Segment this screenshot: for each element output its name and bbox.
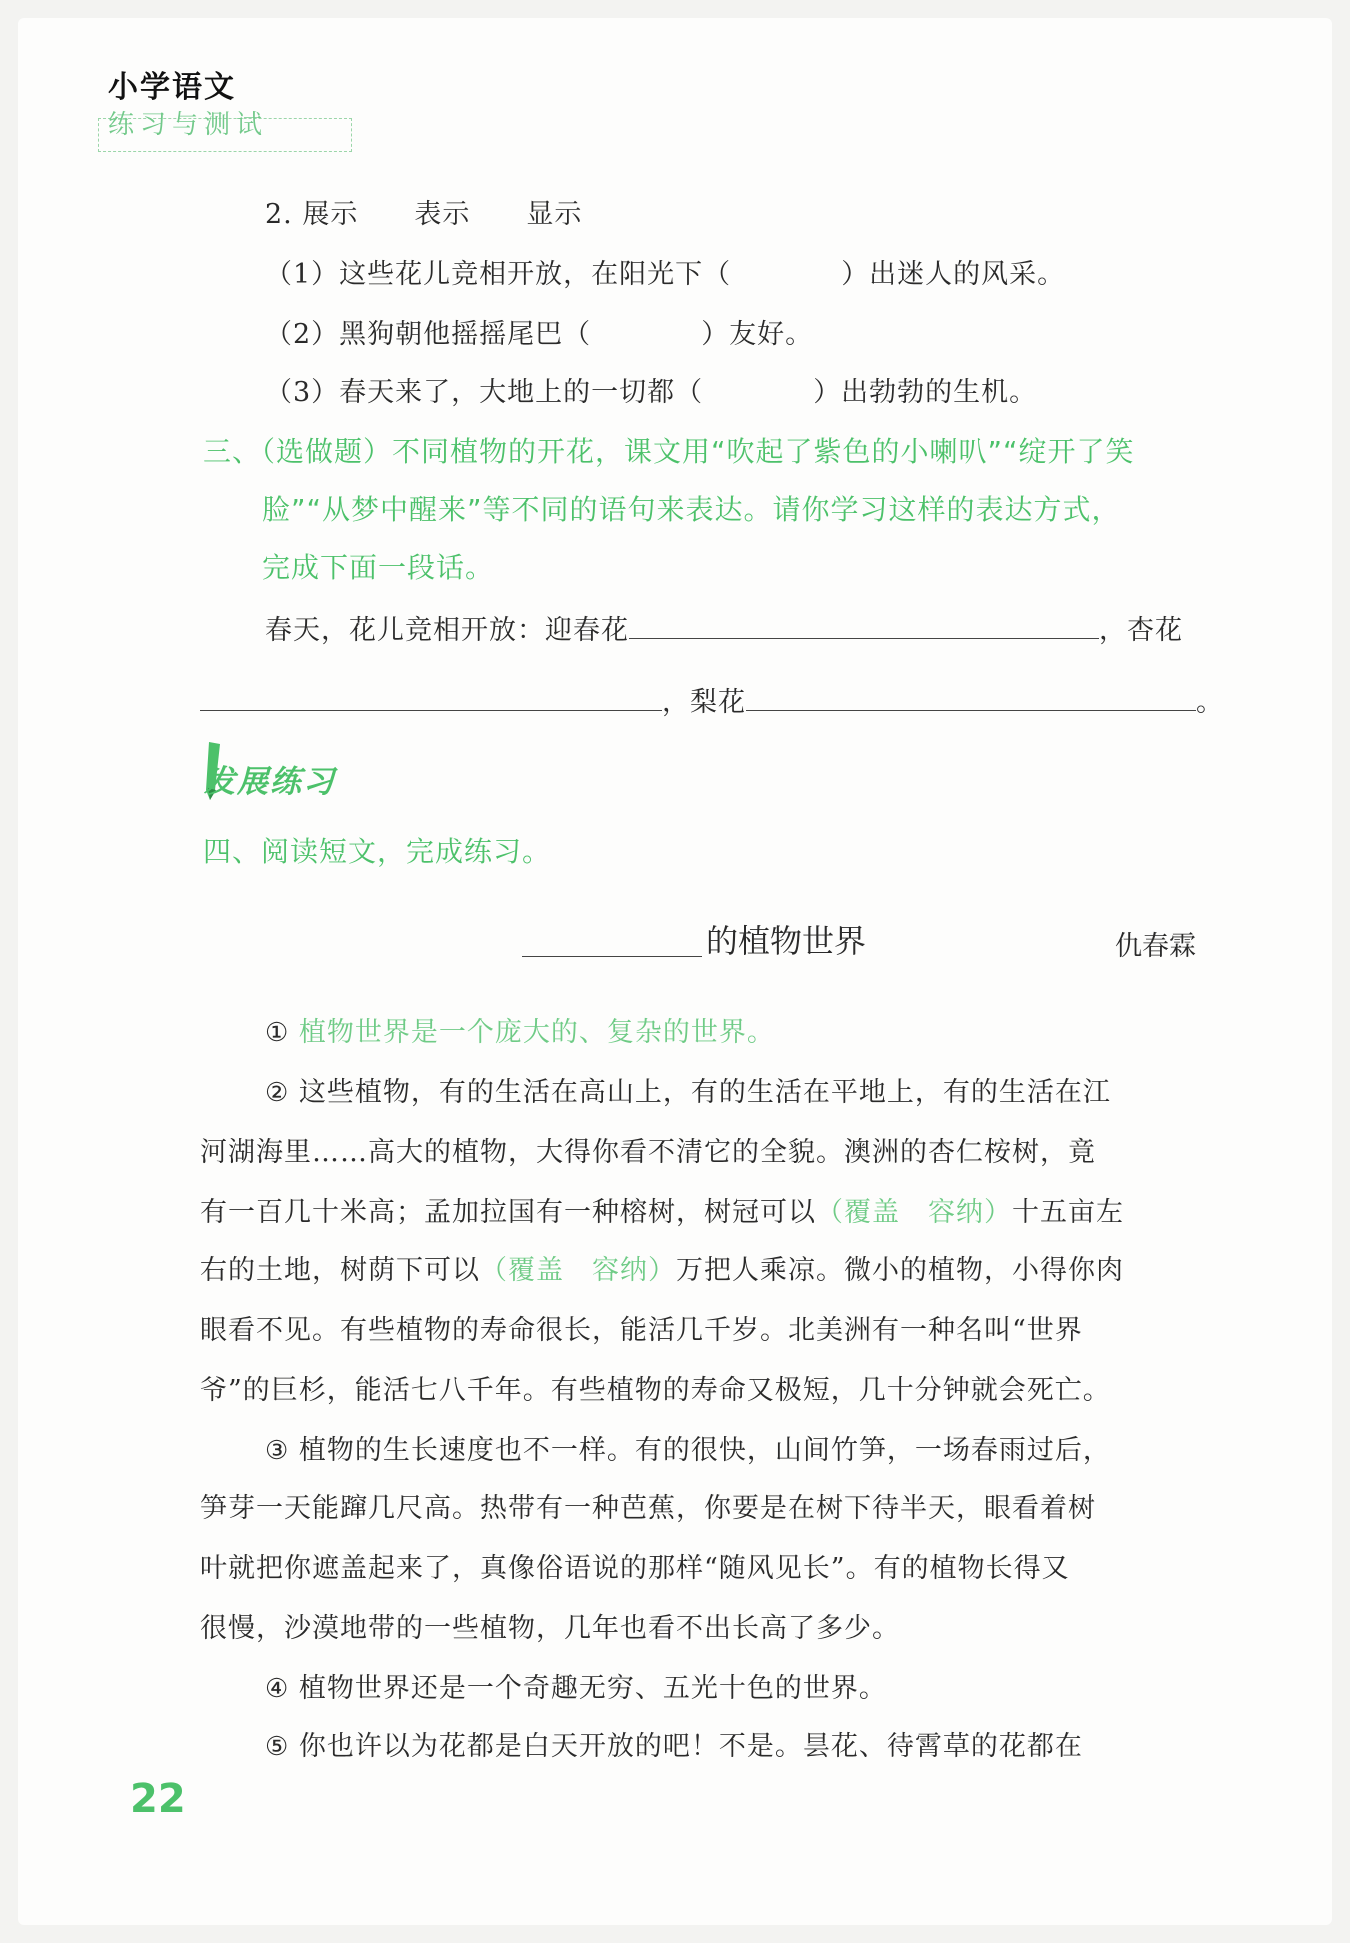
- paragraph-3-line-3: 叶就把你遮盖起来了，真像俗语说的那样“随风见长”。有的植物长得又: [200, 1553, 1070, 1584]
- book-title: 小学语文: [108, 70, 236, 105]
- q2-words: 2. 展示 表示 显示: [265, 199, 583, 230]
- paragraph-4: ④ 植物世界还是一个奇趣无穷、五光十色的世界。: [265, 1673, 887, 1704]
- title-blank[interactable]: [522, 956, 702, 957]
- section-title: 发展练习: [204, 764, 336, 800]
- paragraph-1: ① 植物世界是一个庞大的、复杂的世界。: [265, 1017, 775, 1048]
- page-number: 22: [130, 1776, 186, 1822]
- q3-prompt-line-3: 完成下面一段话。: [262, 551, 495, 584]
- paragraph-2-line-4: 右的土地，树荫下可以（覆盖 容纳）万把人乘凉。微小的植物，小得你肉: [200, 1255, 1124, 1286]
- word-choice[interactable]: （覆盖 容纳）: [816, 1197, 1012, 1228]
- paragraph-2-line-5: 眼看不见。有些植物的寿命很长，能活几千岁。北美洲有一种名叫“世界: [200, 1315, 1083, 1346]
- article-title: 的植物世界: [706, 922, 867, 960]
- paragraph-5: ⑤ 你也许以为花都是白天开放的吧！不是。昙花、待霄草的花都在: [265, 1731, 1083, 1762]
- paragraph-2-line-3: 有一百几十米高；孟加拉国有一种榕树，树冠可以（覆盖 容纳）十五亩左: [200, 1197, 1124, 1228]
- paragraph-3-line-1: ③ 植物的生长速度也不一样。有的很快，山间竹笋，一场春雨过后，: [265, 1435, 1111, 1466]
- fill-blank-lihua[interactable]: [746, 688, 1196, 711]
- q2-sentence-1: （1）这些花儿竞相开放，在阳光下（ ）出迷人的风采。: [265, 259, 1066, 290]
- q3-fill-line-2: ，梨花 。: [200, 680, 1224, 719]
- paragraph-2-line-6: 爷”的巨杉，能活七八千年。有些植物的寿命又极短，几十分钟就会死亡。: [200, 1375, 1111, 1406]
- q4-prompt: 四、阅读短文，完成练习。: [203, 835, 552, 868]
- q2-sentence-3: （3）春天来了，大地上的一切都（ ）出勃勃的生机。: [265, 377, 1038, 408]
- q3-prompt-line-1: 三、（选做题）不同植物的开花，课文用“吹起了紫色的小喇叭”“绽开了笑: [203, 435, 1135, 468]
- fill-blank-xinghua[interactable]: [200, 688, 662, 711]
- paragraph-2-line-2: 河湖海里……高大的植物，大得你看不清它的全貌。澳洲的杏仁桉树，竟: [200, 1137, 1096, 1168]
- fill-blank-yingchun[interactable]: [629, 616, 1099, 639]
- article-author: 仇春霖: [1115, 931, 1196, 962]
- paragraph-2-line-1: ② 这些植物，有的生活在高山上，有的生活在平地上，有的生活在江: [265, 1077, 1111, 1108]
- q2-sentence-2: （2）黑狗朝他摇摇尾巴（ ）友好。: [265, 319, 814, 350]
- paragraph-3-line-2: 笋芽一天能蹿几尺高。热带有一种芭蕉，你要是在树下待半天，眼看着树: [200, 1493, 1096, 1524]
- paragraph-3-line-4: 很慢，沙漠地带的一些植物，几年也看不出长高了多少。: [200, 1613, 900, 1644]
- book-subtitle: 练习与测试: [108, 110, 269, 140]
- q3-prompt-line-2: 脸”“从梦中醒来”等不同的语句来表达。请你学习这样的表达方式，: [262, 493, 1121, 526]
- q3-fill-line-1: 春天，花儿竞相开放：迎春花 ，杏花: [265, 615, 1183, 646]
- word-choice[interactable]: （覆盖 容纳）: [480, 1255, 676, 1286]
